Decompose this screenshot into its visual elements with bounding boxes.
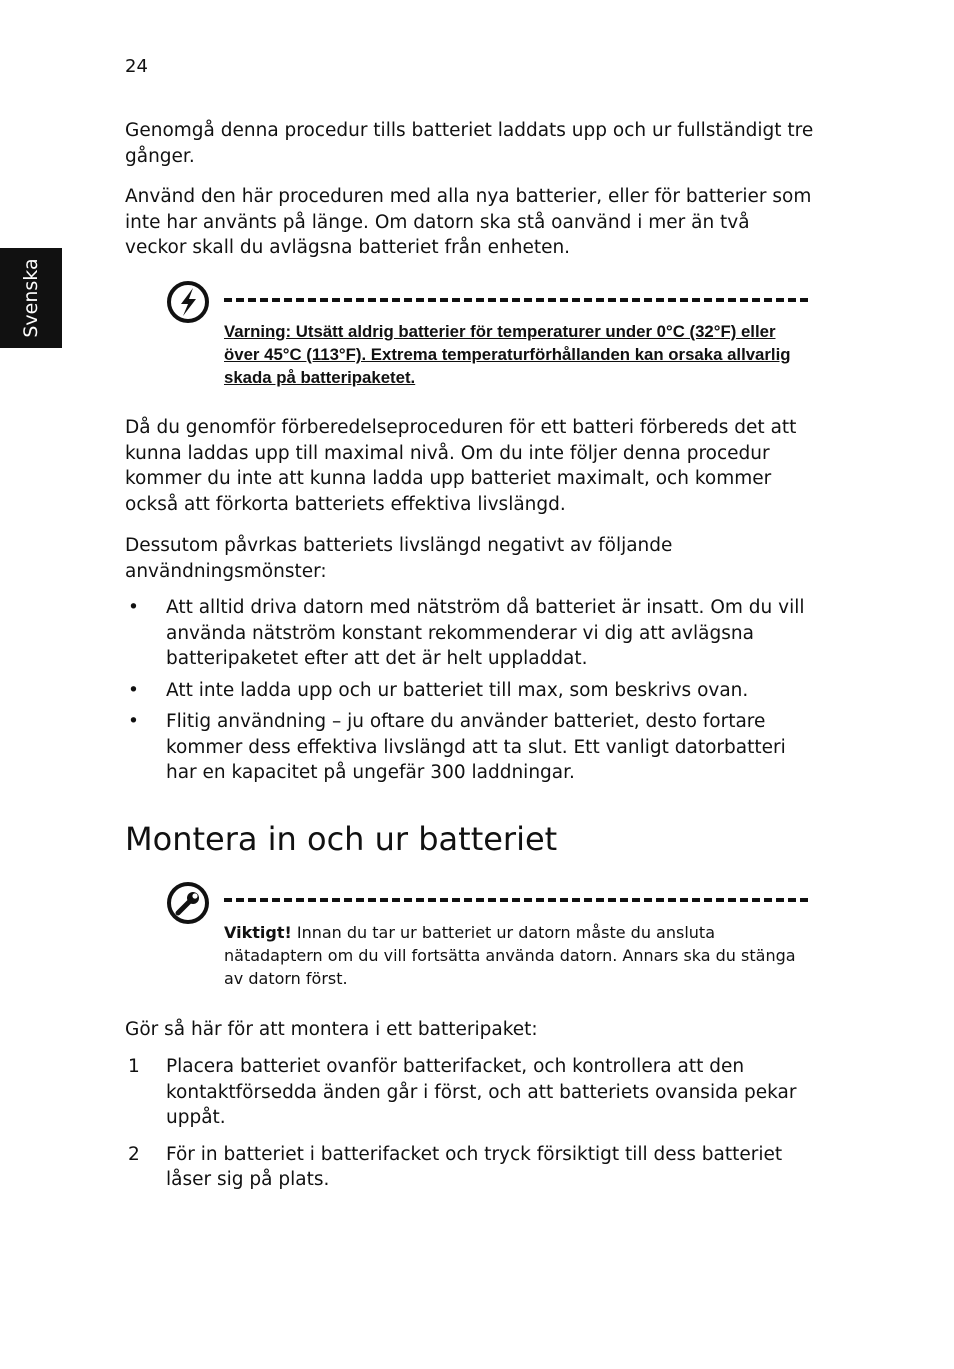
bullet-marker: • (128, 711, 139, 732)
list-item (125, 709, 815, 786)
list-item (125, 1142, 815, 1193)
section-heading: Montera in och ur batteriet (125, 820, 558, 858)
list-item-text: För in batteriet i batterifacket och tryck försiktigt till dess batteriet låser sig på plats. (166, 1143, 783, 1190)
usage-bullet-list (125, 595, 815, 786)
paragraph-install-intro: Gör så här för att montera i ett batteripaket: (125, 1019, 538, 1040)
install-steps-list (125, 1054, 815, 1193)
list-item-text: Att inte ladda upp och ur batteriet till max, som beskrivs ovan. (166, 679, 749, 701)
step-number: 1 (128, 1056, 140, 1077)
language-side-tab-label: Svenska (20, 258, 42, 338)
list-item (125, 678, 815, 704)
important-divider (224, 898, 808, 902)
list-item-text: Placera batteriet ovanför batterifacket, och kontrollera att den kontaktförsedda änden går i först, och att batteriets ovansida pekar uppåt. (166, 1056, 797, 1128)
lightning-warning-icon (166, 280, 210, 324)
bullet-marker: • (128, 597, 139, 618)
important-label: Viktigt! (224, 923, 292, 942)
language-side-tab (0, 248, 62, 348)
step-number: 2 (128, 1143, 140, 1165)
paragraph-cycle-procedure: Genomgå denna procedur tills batteriet laddats upp och ur fullständigt tre gånger. (125, 120, 814, 167)
warning-text: Varning: Utsätt aldrig batterier för temperaturer under 0°C (32°F) eller över 45°C (113°F). Extrema temperaturförhållanden kan orsaka allvarlig skada på batteripaketet. (224, 322, 791, 387)
warning-note (224, 320, 804, 389)
wrench-important-icon (166, 881, 210, 925)
important-text: Innan du tar ur batteriet ur datorn måste du ansluta nätadaptern om du vill fortsätta använda datorn. Annars ska du stänga av datorn först. (224, 923, 796, 988)
important-note (224, 921, 804, 990)
warning-divider (224, 298, 808, 302)
list-item-text: Flitig användning – ju oftare du använder batteriet, desto fortare kommer dess effektiva livslängd att ta slut. Ett vanligt datorbatteri har en kapacitet på ungefär 300 laddningar. (166, 711, 786, 783)
paragraph-usage-patterns: Dessutom påvrkas batteriets livslängd negativt av följande användningsmönster: (125, 535, 673, 582)
list-item (125, 595, 815, 672)
page-number: 24 (125, 56, 148, 77)
paragraph-conditioning: Då du genomför förberedelseproceduren för ett batteri förbereds det att kunna laddas upp till maximal nivå. Om du inte följer denna procedur kommer du inte att kunna ladda upp batteriet maximalt, och kommer också att förkorta batteriets effektiva livslängd. (125, 417, 797, 515)
bullet-marker: • (128, 679, 139, 701)
list-item-text: Att alltid driva datorn med nätström då batteriet är insatt. Om du vill använda nätström konstant rekommenderar vi dig att avlägsna batteripaketet efter att det är helt uppladdat. (166, 597, 805, 669)
paragraph-new-batteries: Använd den här proceduren med alla nya batterier, eller för batterier som inte har använts på länge. Om datorn ska stå oanvänd i mer än två veckor skall du avlägsna batteriet från enheten. (125, 186, 812, 258)
list-item (125, 1054, 815, 1131)
